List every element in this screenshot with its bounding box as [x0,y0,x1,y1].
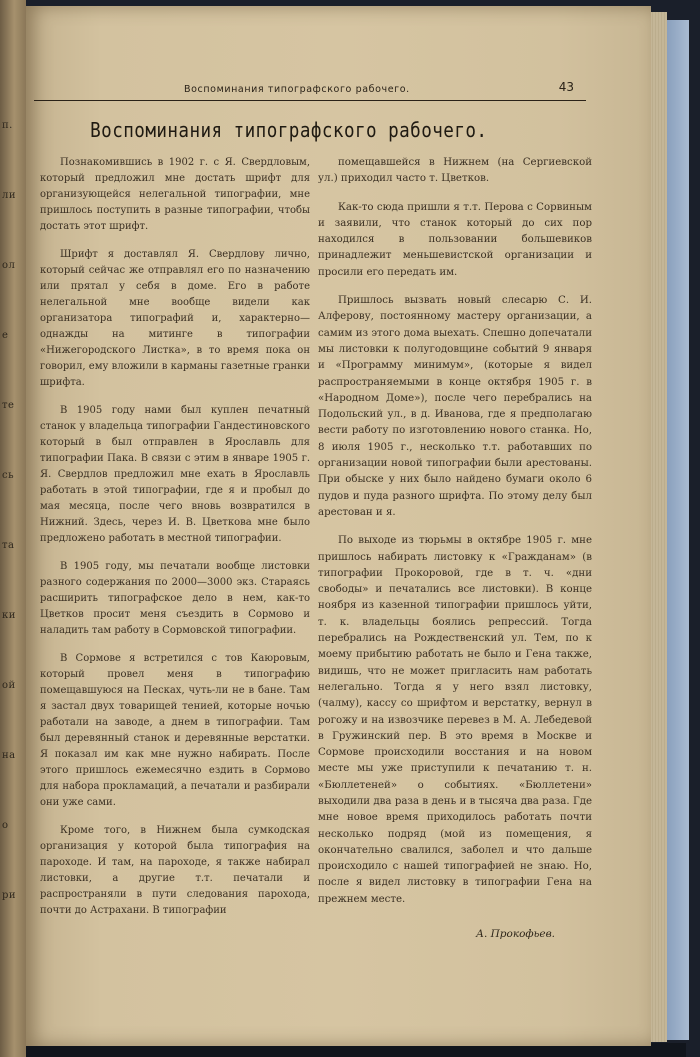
facing-page-text-fragment: ри [2,890,17,901]
left-column [40,155,310,919]
paragraph: Как-то сюда пришли я т.т. Перова с Сорвиным и заявили, что станок который до сих пор находился в пользовании большевиков принадлежит меньшевистской организации и просили его передать им. [318,201,592,278]
facing-page-text-fragment: на [2,750,16,761]
facing-page-text-fragment: п. [2,120,13,131]
facing-page-text-fragment: ки [2,610,16,621]
article-title: Воспоминания типографского рабочего. [90,118,488,142]
running-header [34,76,586,101]
paragraph: В Сормове я встретился с тов Каюровым, который провел меня в типографию помещавшуюся на Песках, чуть-ли не в бане. Там я застал двух товарищей тенией, которые ночью работали на заводе, а днем в типографии. Там был деревянный станок и деревянные верстатки. Я показал им как мне нужно набирать. После этого пришлось ежемесячно ездить в Сормово для набора прокламаций, а печатали и разбирали они уже сами. [40,653,310,808]
running-title: Воспоминания типографского рабочего. [184,84,410,95]
author-signature: А. Прокофьев. [476,928,556,940]
paragraph: Шрифт я доставлял Я. Свердлову лично, который сейчас же отправлял его по назначению или прятал у себя в доме. Его в работе нелегальной мне вообще видели как организатора типографий и, характерно—однажды на митинге в типографии «Нижегородского Листка», в то время пока он говорил, ему вложили в карманы газетные гранки шрифта. [40,249,310,388]
facing-page-text-fragment: е [2,330,9,341]
facing-page-text-fragment: та [2,540,15,551]
facing-page-text-fragment: сь [2,470,15,481]
facing-page-edge [0,0,26,1057]
book-cover-edge [667,20,689,1040]
facing-page-text-fragment: о [2,820,9,831]
paragraph: По выходе из тюрьмы в октябре 1905 г. мне пришлось набирать листовку к «Гражданам» (в типографии Прокоровой, где в т. ч. «дни свободы» и печатались все листовки). В конце ноября из казенной типографии пришлось уйти, т. к. владельцы боялись репрессий. Тогда перебрались на Рождественский ул. Тем, по к моему прибытию работать не было и Гена также, видишь, что не может пригласить нам работать нелегально. Тогда я у него взял листовку, (чалму), кассу со шрифтом и верстатку, вернул в рогожу и на извозчике перевез в М. А. Лебедевой в Гружинский пер. В это время в Москве и Сормове происходили восстания и на новом месте мы уже приступили к печатанию т. н. «Бюллетеней» о событиях. «Бюллетени» выходили два раза в день и в тысяча два раза. Где мне новое время приходилось работать почти несколько подряд (мой из помещения, я окончательно свалился, заболел и что дальше происходило с нашей типографией не знаю. Но, после я видел листовку в типографии Гена на прежнем месте. [318,535,592,905]
facing-page-text-fragment: те [2,400,15,411]
paragraph: В 1905 году, мы печатали вообще листовки разного содержания по 2000—3000 экз. Стараясь расширить типографское дело в нем, как-то Цветков просит меня съездить в Сормово и наладить там работу в Сормовской типографии. [40,561,310,636]
right-column [318,155,592,908]
facing-page-text-fragment: ой [2,680,16,691]
facing-page-text-fragment: ол [2,260,16,271]
paragraph: Пришлось вызвать новый слесарю С. И. Алферову, постоянному мастеру организации, а самим из этого дома выехать. Спешно допечатали мы листовки к полугодовщине событий 9 января и «Программу минимум», (которые я видел распространяемыми в конце октября 1905 г. в «Народном Доме»), после чего перебрались на Подольский ул., в д. Иванова, где я предполагаю вести работу по изготовлению нового станка. Но, 8 июля 1905 г., несколько т.т. работавших по организации новой типографии были арестованы. При обыске у них было найдено бумаги около 6 пудов и пуда разного шрифта. По этому делу был арестован и я. [318,295,592,518]
paragraph: Кроме того, в Нижнем была сумкодская организация у которой была типография на пароходе. И там, на пароходе, я также набирал листовки, а другие т.т. печатали и распространяли в пути следования парохода, почти до Астрахани. В типографии [40,825,310,916]
page-number: 43 [558,80,574,94]
paragraph: помещавшейся в Нижнем (на Сергиевской ул.) приходил часто т. Цветков. [318,157,592,185]
paragraph: В 1905 году нами был куплен печатный станок у владельца типографии Гандестиновского который в был отправлен в Ярославль для типографии Пака. В связи с этим в январе 1905 г. Я. Свердлов предложил мне ехать в Ярославль работать в этой типографии, где я и пробыл до мая месяца, после чего вновь возвратился в Нижний. Здесь, через И. В. Цветкова мне было предложено работать в местной типографии. [40,405,310,544]
facing-page-text-fragment: ли [2,190,17,201]
paragraph: Познакомившись в 1902 г. с Я. Свердловым, который предложил мне достать шрифт для организующейся нелегальной типографии, мне пришлось поступить в разные типографии, чтобы достать этот шрифт. [40,157,310,232]
page-stack-edge [651,12,667,1042]
